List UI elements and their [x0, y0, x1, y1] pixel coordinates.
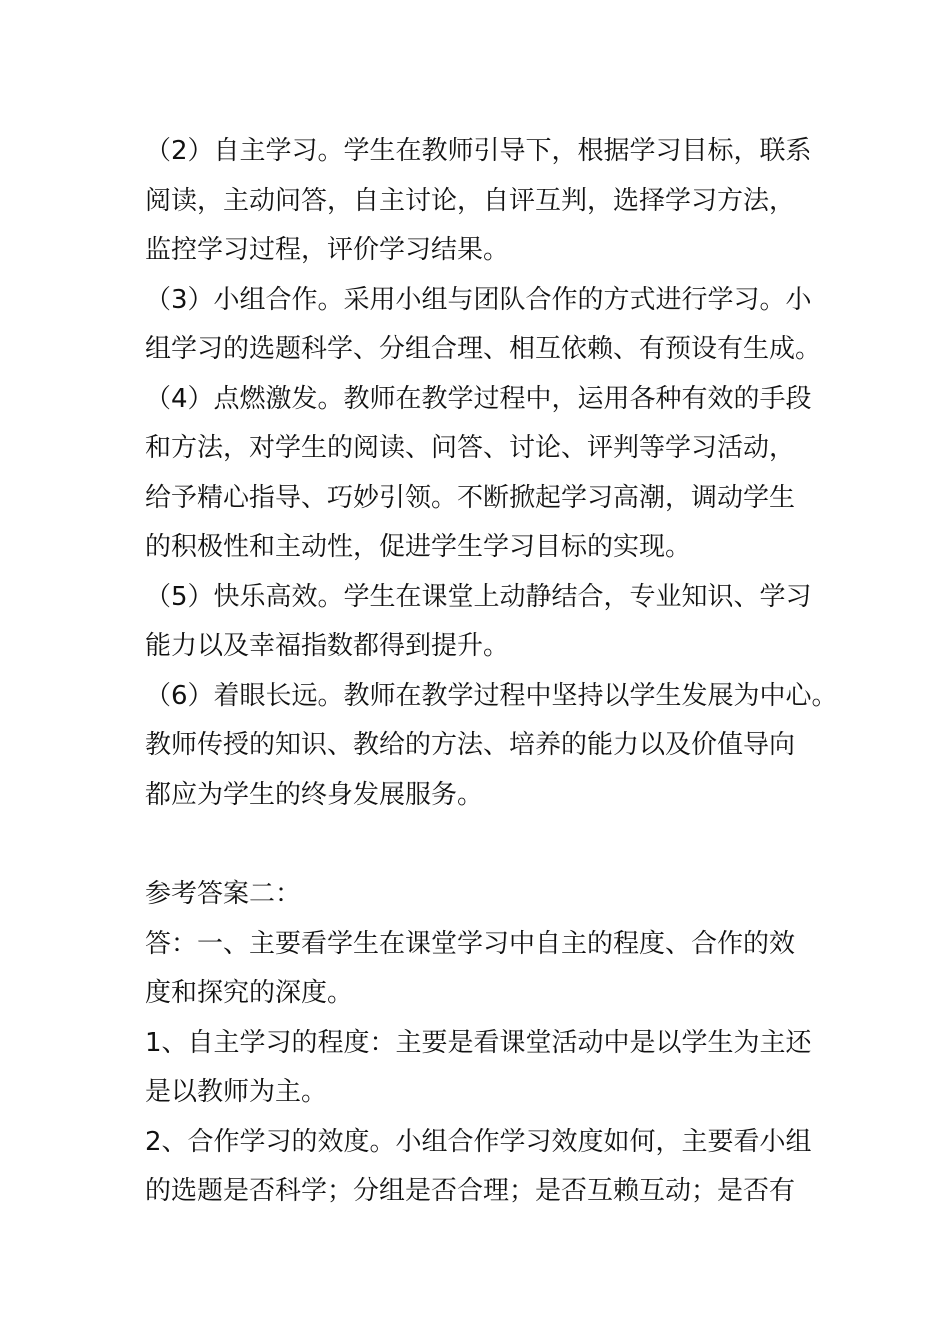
text-line: （2）自主学习。学生在教师引导下，根据学习目标，联系 [145, 136, 812, 166]
text-line: 都应为学生的终身发展服务。 [145, 780, 484, 810]
text-line: 阅读，主动问答，自主讨论，自评互判，选择学习方法， [145, 186, 796, 216]
text-line: （4）点燃激发。教师在教学过程中，运用各种有效的手段 [145, 384, 812, 414]
text-line: 的选题是否科学；分组是否合理；是否互赖互动；是否有 [145, 1176, 796, 1206]
text-line: 度和探究的深度。 [145, 978, 354, 1008]
text-line: 是以教师为主。 [145, 1077, 328, 1107]
text-line: 的积极性和主动性，促进学生学习目标的实现。 [145, 532, 692, 562]
text-line: 和方法，对学生的阅读、问答、讨论、评判等学习活动， [145, 433, 796, 463]
text-line: 2、合作学习的效度。小组合作学习效度如何，主要看小组 [145, 1127, 812, 1157]
text-line: 1、自主学习的程度：主要是看课堂活动中是以学生为主还 [145, 1028, 812, 1058]
text-line: 组学习的选题科学、分组合理、相互依赖、有预设有生成。 [145, 334, 822, 364]
text-line: 答：一、主要看学生在课堂学习中自主的程度、合作的效 [145, 929, 796, 959]
text-line: 能力以及幸福指数都得到提升。 [145, 631, 510, 661]
text-line: （5）快乐高效。学生在课堂上动静结合，专业知识、学习 [145, 582, 812, 612]
text-line: 监控学习过程，评价学习结果。 [145, 235, 510, 265]
text-line: （3）小组合作。采用小组与团队合作的方式进行学习。小 [145, 285, 812, 315]
section-heading: 参考答案二： [145, 879, 302, 909]
text-line: （6）着眼长远。教师在教学过程中坚持以学生发展为中心。 [145, 681, 838, 711]
text-line: 给予精心指导、巧妙引领。不断掀起学习高潮，调动学生 [145, 483, 796, 513]
text-line: 教师传授的知识、教给的方法、培养的能力以及价值导向 [145, 730, 796, 760]
